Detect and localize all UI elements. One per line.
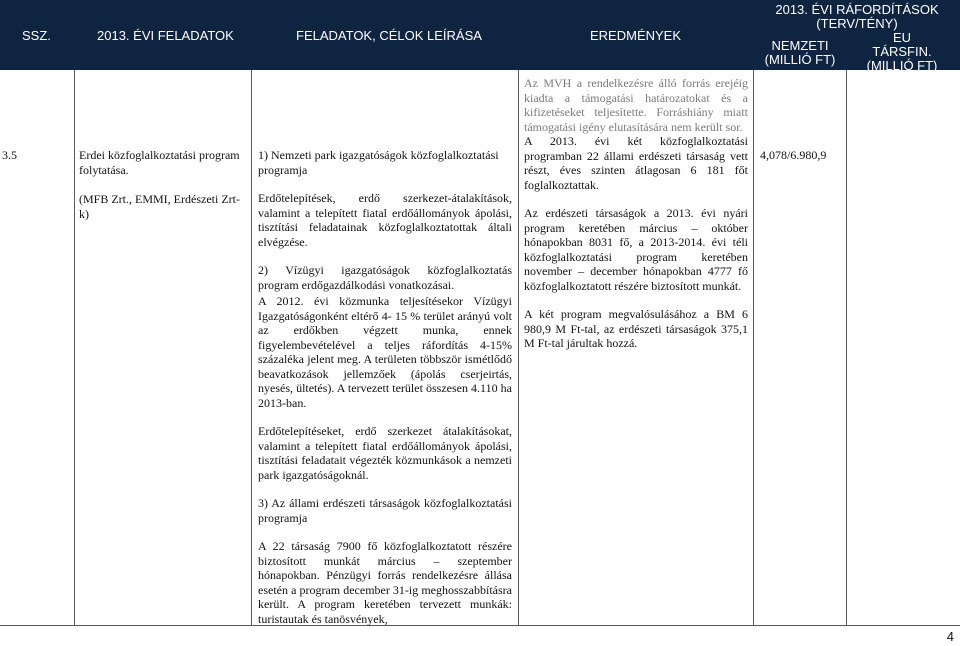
header-eu-3: (MILLIÓ FT) <box>866 58 938 73</box>
desc-paragraph: A 22 társaság 7900 fő közfoglalkoztatott részére biztosított munkát március – szeptember hónapokban. Pénzügyi forrás rendelkezésre állása esetén a program december 31-ig meghosszabbításra került. A program keretében tervezett munkák: turistautak és tanösvények, <box>258 539 512 626</box>
task-owners: (MFB Zrt., EMMI, Erdészeti Zrt-k) <box>79 192 240 221</box>
description-cell <box>258 148 512 626</box>
col-divider <box>846 70 847 626</box>
col-divider <box>753 70 754 626</box>
task-cell <box>79 148 247 221</box>
header-ssz: SSZ. <box>22 28 51 43</box>
results-paragraph: Az erdészeti társaságok a 2013. évi nyári program keretében március – október hónapokban 8031 fő, a 2013-2014. évi téli közfoglalkoztatási program keretében november – december hónapokban 4777 fő közfoglalkoztatott részére biztosított munkát. <box>524 206 748 293</box>
results-paragraph: Az MVH a rendelkezésre álló forrás erejéig kiadta a támogatási határozatokat és a kifizetéseket teljesítette. Forráshiány miatt támogatási igény elutasítására nem került sor. <box>524 76 748 134</box>
col-divider <box>251 70 252 626</box>
header-desc: FELADATOK, CÉLOK LEÍRÁSA <box>296 28 482 43</box>
header-eu-1: EU <box>892 30 912 45</box>
desc-paragraph: Erdőtelepítéseket, erdő szerkezet átalakításokat, valamint a telepített fiatal erdőállományok ápolási, tisztítási feladatait végezték közmunkások a nemzeti park igazgatóságoknál. <box>258 424 512 482</box>
task-title: Erdei közfoglalkoztatási program folytatása. <box>79 148 240 177</box>
desc-paragraph: A 2012. évi közmunka teljesítésekor Vízügyi Igazgatóságonként eltérő 4- 15 % terület arányú volt az erdőkben végzett munka, ennek figyelembevételével a teljes ráfordítás 4-15% százaléka jelent meg. A területen többször ismétlődő beavatkozások jellemzőek (ápolás cserjeirtás, nyesés, ültetés). A tervezett terület összesen 4.110 ha 2013-ban. <box>258 294 512 410</box>
header-costs: 2013. ÉVI RÁFORDÍTÁSOK <box>775 2 939 17</box>
col-divider <box>74 70 75 626</box>
desc-heading-1: 1) Nemzeti park igazgatóságok közfoglalkoztatási programja <box>258 148 499 177</box>
desc-paragraph: Erdőtelepítések, erdő szerkezet-átalakítások, valamint a telepített fiatal erdőállományok ápolási, tisztítási feladatainak közfoglalkoztatottak általi elvégzése. <box>258 191 512 249</box>
header-eu-2: TÁRSFIN. <box>872 44 932 59</box>
header-national-1: NEMZETI <box>771 38 829 53</box>
header-results: EREDMÉNYEK <box>590 28 682 43</box>
table-header <box>0 0 960 73</box>
col-divider <box>518 70 519 626</box>
header-task: 2013. ÉVI FELADATOK <box>97 28 234 43</box>
results-paragraph: A két program megvalósulásához a BM 6 980,9 M Ft-tal, az erdészeti társaságok 375,1 M Ft-tal járultak hozzá. <box>524 307 748 350</box>
national-cost: 4,078/6.980,9 <box>760 148 827 162</box>
desc-heading-3: 3) Az állami erdészeti társaságok közfoglalkoztatási programja <box>258 496 512 525</box>
results-cell <box>524 76 748 351</box>
results-paragraph: A 2013. évi két közfoglalkoztatási programban 22 állami erdészeti társaság vett részt, éves szinten átlagosan 6 181 főt foglalkoztattak. <box>524 134 748 192</box>
row-number: 3.5 <box>2 148 17 162</box>
header-costs-sub: (TERV/TÉNY) <box>816 16 898 31</box>
page-number: 4 <box>946 629 954 644</box>
desc-heading-2: 2) Vízügyi igazgatóságok közfoglalkoztatás program erdőgazdálkodási vonatkozásai. <box>258 263 512 292</box>
header-national-2: (MILLIÓ FT) <box>764 52 836 67</box>
